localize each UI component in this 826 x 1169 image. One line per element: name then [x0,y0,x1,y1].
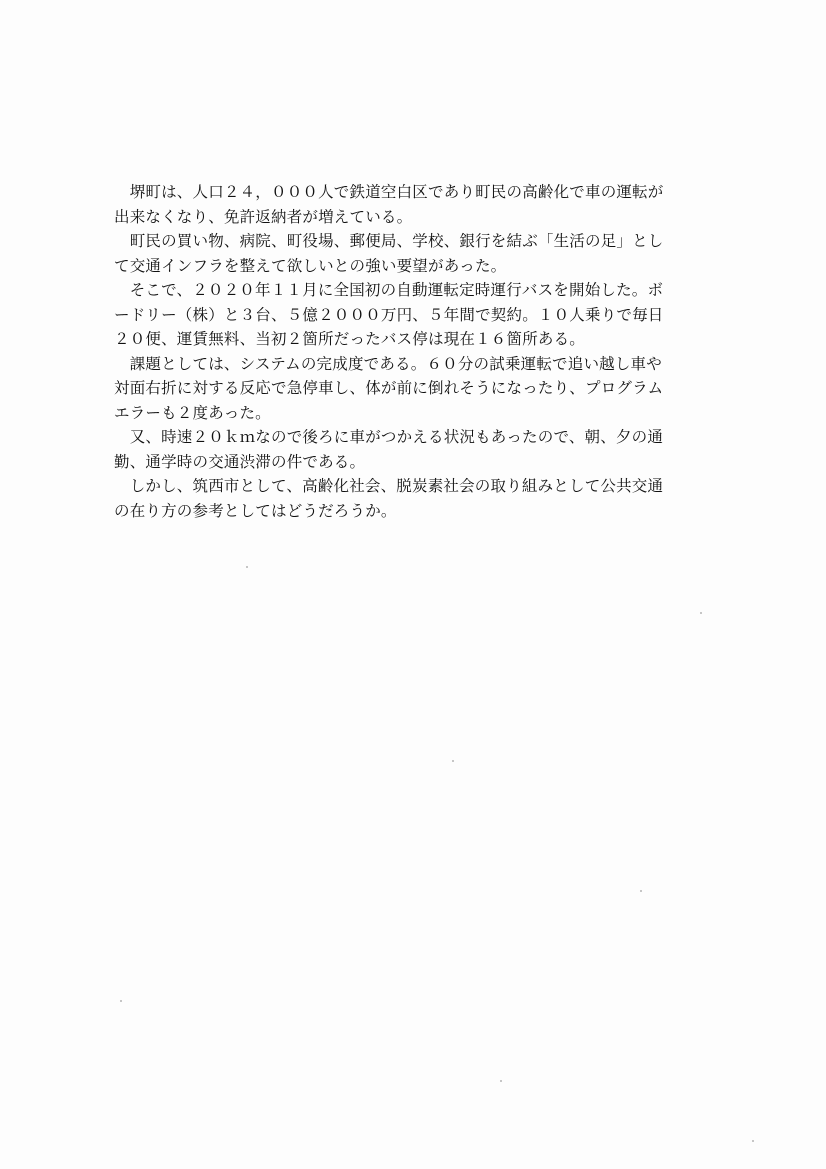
text-line: エラーも２度あった。 [114,403,271,422]
text-line: 又、時速２０ｋｍなので後ろに車がつかえる状況もあったので、朝、夕の通 [114,428,664,446]
scan-speck [640,890,642,892]
text-line: しかし、筑西市として、高齢化社会、脱炭素社会の取り組みとして公共交通 [114,477,664,495]
text-line: そこで、２０２０年１１月に全国初の自動運転定時運行バスを開始した。ボ [114,281,664,299]
scan-speck [500,1080,502,1082]
scan-speck [120,1000,122,1002]
text-line: 出来なくなり、免許返納者が増えている。 [114,207,413,226]
text-line: 堺町は、人口２４，０００人で鉄道空白区であり町民の高齢化で車の運転が [114,183,664,201]
scan-speck [452,760,454,762]
text-line: 町民の買い物、病院、町役場、郵便局、学校、銀行を結ぶ「生活の足」とし [114,232,664,250]
text-line: て交通インフラを整えて欲しいとの強い要望があった。 [114,256,507,275]
text-line: 課題としては、システムの完成度である。６０分の試乗運転で追い越し車や [114,354,662,373]
text-line: ードリー（株）と３台、５億２０００万円、５年間で契約。１０人乗りで毎日 [114,305,664,324]
document-body [114,180,714,523]
text-line: 対面右折に対する反応で急停車し、体が前に倒れそうになったり、プログラム [114,379,664,397]
text-line: ２０便、運賃無料、当初２箇所だったバス停は現在１６箇所ある。 [114,330,586,348]
text-line: の在り方の参考としてはどうだろうか。 [114,501,397,520]
scan-speck [700,612,702,614]
scan-speck [246,566,248,568]
text-line: 勤、通学時の交通渋滞の件である。 [114,452,366,471]
scan-speck [752,1140,754,1142]
